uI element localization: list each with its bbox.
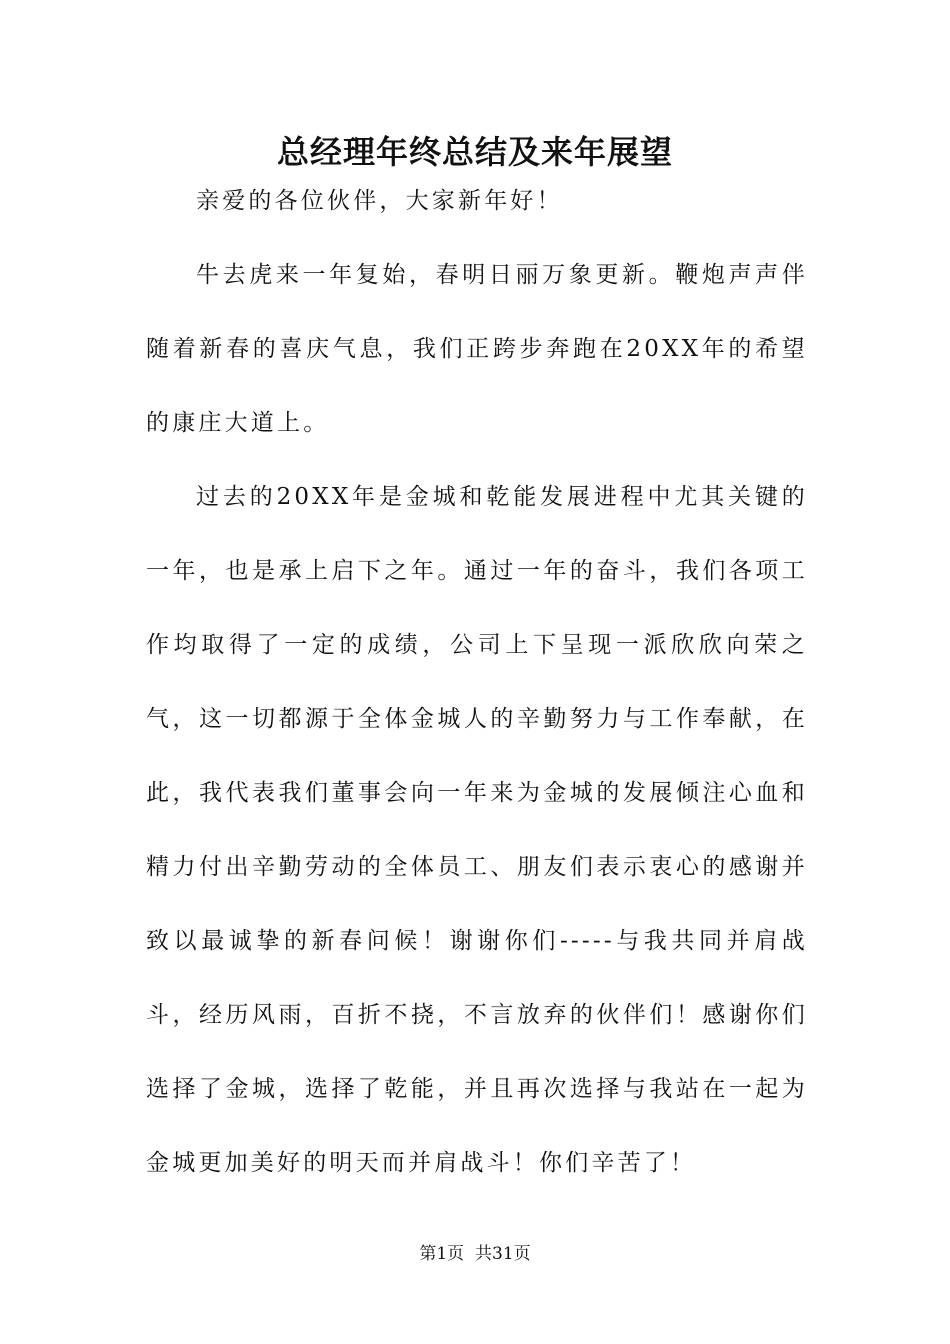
- greeting-line: 亲爱的各位伙伴，大家新年好！: [196, 188, 563, 214]
- document-body: [146, 178, 808, 1200]
- paragraph-1: 牛去虎来一年复始，春明日丽万象更新。鞭炮声声伴随着新春的喜庆气息，我们正跨步奔跑在20XX年的希望的康庄大道上。: [146, 262, 808, 436]
- document-title: 总经理年终总结及来年展望: [276, 133, 673, 171]
- footer-separator: [464, 1244, 475, 1264]
- paragraph-2: 过去的20XX年是金城和乾能发展进程中尤其关键的一年，也是承上启下之年。通过一年的奋斗，我们各项工作均取得了一定的成绩，公司上下呈现一派欣欣向荣之气，这一切都源于全体金城人的辛勤努力与工作奉献，在此，我代表我们董事会向一年来为金城的发展倾注心血和精力付出辛勤劳动的全体员工、朋友们表示衷心的感谢并致以最诚挚的新春问候！谢谢你们-----与我共同并肩战斗，经历风雨，百折不挠，不言放弃的伙伴们！感谢你们选择了金城，选择了乾能，并且再次选择与我站在一起为金城更加美好的明天而并肩战斗！你们辛苦了！: [146, 484, 808, 1176]
- total-pages-count: 共31页: [475, 1244, 531, 1264]
- page-footer: [0, 1240, 950, 1268]
- current-page-number: 第1页: [419, 1244, 465, 1264]
